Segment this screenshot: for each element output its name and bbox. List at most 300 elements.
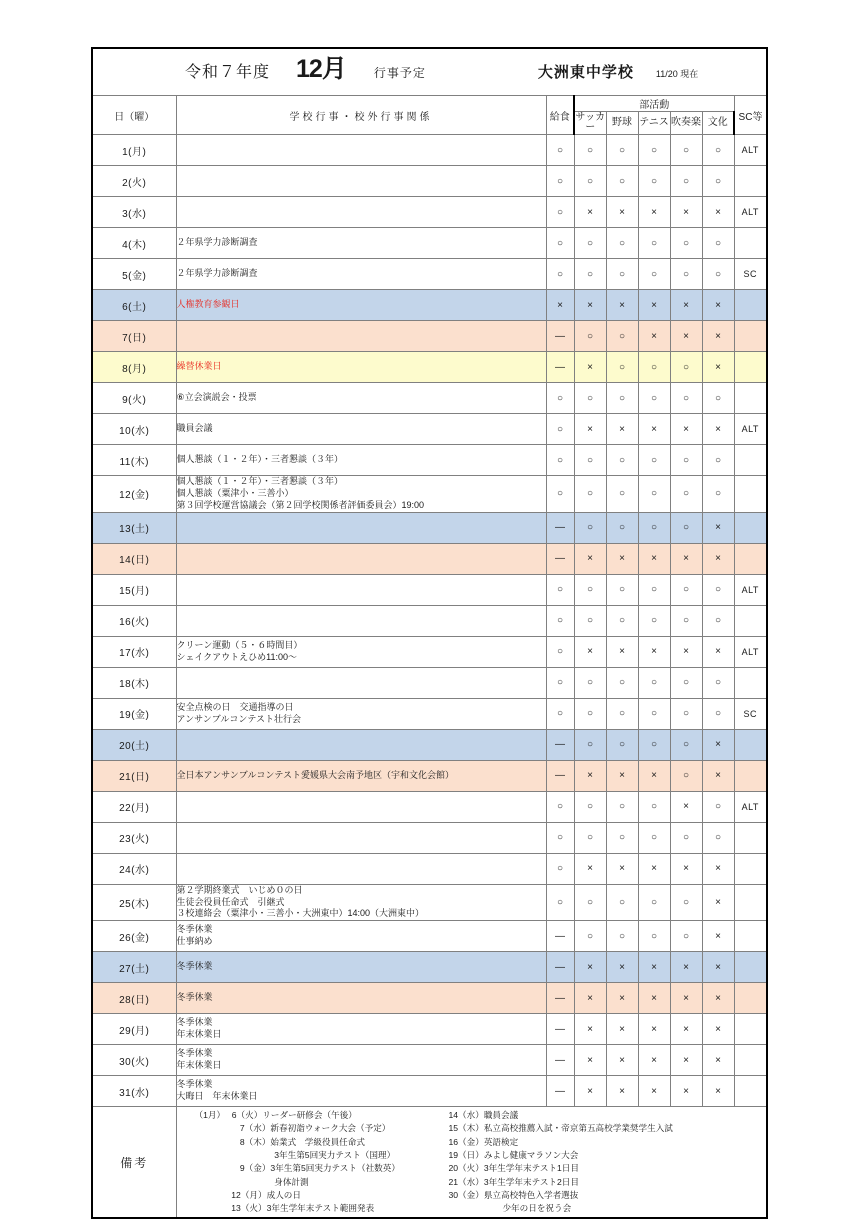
table-row	[92, 853, 767, 884]
table-row	[92, 636, 767, 667]
remarks-line: 7（水）新春初詣ウォーク大会（予定）	[194, 1123, 391, 1134]
club-mark-soccer: ○	[574, 228, 606, 259]
lunch-mark-cell: ○	[546, 853, 574, 884]
club-mark-tennis: ○	[638, 166, 670, 197]
club-mark-tennis: ×	[638, 290, 670, 321]
sc-cell	[734, 983, 767, 1014]
events-cell	[176, 1045, 546, 1076]
club-mark-baseball: ○	[606, 228, 638, 259]
day-cell: 31(水)	[92, 1076, 176, 1107]
club-mark-culture: ×	[702, 921, 734, 952]
sc-cell	[734, 1045, 767, 1076]
sc-cell: ALT	[734, 574, 767, 605]
column-header-sc: SC等	[734, 96, 767, 135]
sc-cell	[734, 822, 767, 853]
club-mark-tennis: ○	[638, 698, 670, 729]
events-cell	[176, 321, 546, 352]
club-mark-band: ○	[670, 166, 702, 197]
column-header-club-soccer: サッカー	[575, 111, 606, 133]
lunch-mark-cell: ―	[546, 760, 574, 791]
day-cell: 9(火)	[92, 383, 176, 414]
day-cell: 25(木)	[92, 884, 176, 921]
club-mark-culture: ×	[702, 1076, 734, 1107]
club-mark-tennis: ×	[638, 197, 670, 228]
document-title-row	[92, 48, 767, 96]
club-mark-baseball: ×	[606, 636, 638, 667]
table-header-row-top	[92, 96, 767, 112]
day-cell: 5(金)	[92, 259, 176, 290]
remarks-line: 12（月）成人の日	[194, 1189, 301, 1200]
table-row	[92, 321, 767, 352]
events-cell	[176, 698, 546, 729]
day-cell: 13(土)	[92, 512, 176, 543]
events-cell	[176, 290, 546, 321]
events-cell	[176, 476, 546, 513]
event-text: 冬季休業	[176, 961, 213, 972]
club-mark-tennis: ×	[638, 1014, 670, 1045]
column-header-club-band: 吹奏楽	[670, 112, 702, 135]
club-mark-band: ○	[670, 352, 702, 383]
day-cell: 4(木)	[92, 228, 176, 259]
club-mark-soccer: ○	[574, 321, 606, 352]
club-mark-soccer: ○	[574, 605, 606, 636]
club-mark-soccer: ×	[574, 1014, 606, 1045]
club-mark-tennis: ○	[638, 135, 670, 166]
calendar-sheet	[91, 47, 763, 1219]
day-cell: 27(土)	[92, 952, 176, 983]
club-mark-band: ×	[670, 1014, 702, 1045]
club-mark-band: ×	[670, 414, 702, 445]
club-mark-tennis: ○	[638, 605, 670, 636]
club-mark-band: ○	[670, 259, 702, 290]
day-cell: 18(木)	[92, 667, 176, 698]
day-cell: 30(火)	[92, 1045, 176, 1076]
table-row	[92, 383, 767, 414]
club-mark-culture: ○	[702, 445, 734, 476]
club-mark-tennis: ×	[638, 952, 670, 983]
day-cell: 28(日)	[92, 983, 176, 1014]
sc-cell: ALT	[734, 414, 767, 445]
club-mark-culture: ×	[702, 1045, 734, 1076]
sc-cell: SC	[734, 259, 767, 290]
remarks-line: 30（金）県立高校特色入学者選抜	[448, 1189, 579, 1200]
remarks-line: 16（金）英語検定	[448, 1136, 519, 1147]
club-mark-band: ×	[670, 543, 702, 574]
club-mark-tennis: ○	[638, 259, 670, 290]
sc-cell	[734, 352, 767, 383]
events-cell	[176, 636, 546, 667]
club-mark-culture: ×	[702, 197, 734, 228]
events-cell	[176, 667, 546, 698]
lunch-mark-cell: ―	[546, 921, 574, 952]
events-cell	[176, 760, 546, 791]
club-mark-band: ×	[670, 952, 702, 983]
club-mark-baseball: ○	[606, 445, 638, 476]
events-cell	[176, 952, 546, 983]
event-text: 年末休業日	[176, 1060, 222, 1071]
club-mark-band: ○	[670, 574, 702, 605]
lunch-mark-cell: ○	[546, 135, 574, 166]
club-mark-tennis: ×	[638, 321, 670, 352]
club-mark-tennis: ○	[638, 445, 670, 476]
school-calendar-table	[91, 47, 768, 1219]
event-text: 第３回学校運営協議会（第２回学校関係者評価委員会）19:00	[176, 499, 425, 510]
event-text: シェイクアウトえひめ11:00〜	[176, 651, 297, 662]
lunch-mark-cell: ―	[546, 1014, 574, 1045]
day-cell: 1(月)	[92, 135, 176, 166]
events-cell	[176, 791, 546, 822]
club-mark-culture: ○	[702, 667, 734, 698]
club-mark-band: ○	[670, 921, 702, 952]
events-cell	[176, 853, 546, 884]
event-text: アンサンブルコンテスト壮行会	[176, 713, 301, 724]
sc-cell	[734, 729, 767, 760]
sc-cell	[734, 952, 767, 983]
lunch-mark-cell: ○	[546, 822, 574, 853]
school-name-label: 大洲東中学校	[537, 64, 634, 81]
lunch-mark-cell: ○	[546, 197, 574, 228]
event-text: 冬季休業	[176, 924, 213, 935]
club-mark-tennis: ○	[638, 729, 670, 760]
club-mark-soccer: ×	[574, 414, 606, 445]
as-of-date-label: 11/20 現在	[655, 69, 699, 79]
club-mark-baseball: ○	[606, 352, 638, 383]
club-mark-baseball: ×	[606, 853, 638, 884]
club-mark-tennis: ○	[638, 921, 670, 952]
day-cell: 20(土)	[92, 729, 176, 760]
club-mark-culture: ×	[702, 729, 734, 760]
remarks-line: 15（木）私立高校推薦入試・帝京第五高校学業奨学生入試	[448, 1123, 673, 1134]
club-mark-culture: ○	[702, 574, 734, 605]
table-row	[92, 166, 767, 197]
sc-cell: ALT	[734, 197, 767, 228]
sc-cell	[734, 512, 767, 543]
club-mark-baseball: ○	[606, 822, 638, 853]
club-mark-culture: ×	[702, 636, 734, 667]
column-header-club-tennis: テニス	[638, 112, 670, 135]
club-mark-tennis: ○	[638, 352, 670, 383]
lunch-mark-cell: ○	[546, 667, 574, 698]
club-mark-soccer: ○	[574, 574, 606, 605]
club-mark-baseball: ×	[606, 760, 638, 791]
sc-cell	[734, 476, 767, 513]
table-row	[92, 445, 767, 476]
club-mark-baseball: ○	[606, 884, 638, 921]
event-text: 個人懇談（粟津小・三善小）	[176, 487, 294, 498]
club-mark-soccer: ○	[574, 512, 606, 543]
events-cell	[176, 383, 546, 414]
remarks-line: 13（火）3年生学年末テスト範囲発表	[194, 1203, 375, 1214]
table-row	[92, 259, 767, 290]
club-mark-tennis: ○	[638, 228, 670, 259]
day-cell: 17(水)	[92, 636, 176, 667]
club-mark-soccer: ×	[574, 1045, 606, 1076]
club-mark-soccer: ○	[574, 698, 606, 729]
club-mark-band: ○	[670, 884, 702, 921]
sc-cell	[734, 605, 767, 636]
day-cell: 3(水)	[92, 197, 176, 228]
events-cell	[176, 983, 546, 1014]
club-mark-baseball: ×	[606, 414, 638, 445]
event-text: 冬季休業	[176, 992, 213, 1003]
club-mark-culture: ×	[702, 983, 734, 1014]
club-mark-soccer: ○	[574, 383, 606, 414]
lunch-mark-cell: ―	[546, 352, 574, 383]
remarks-label: 備考	[92, 1107, 176, 1219]
club-mark-soccer: ○	[574, 791, 606, 822]
column-header-events: 学校行事・校外行事関係	[176, 96, 546, 135]
remarks-line: 身体計測	[194, 1176, 309, 1187]
document-kind-label: 行事予定	[373, 66, 426, 80]
sc-cell	[734, 760, 767, 791]
events-cell	[176, 543, 546, 574]
club-mark-soccer: ○	[574, 445, 606, 476]
club-mark-baseball: ×	[606, 543, 638, 574]
club-mark-soccer: ×	[574, 853, 606, 884]
club-mark-culture: ○	[702, 135, 734, 166]
club-mark-baseball: ○	[606, 321, 638, 352]
day-cell: 14(日)	[92, 543, 176, 574]
event-text: クリーン運動（５・６時間目）	[176, 639, 303, 650]
events-cell	[176, 166, 546, 197]
club-mark-culture: ×	[702, 1014, 734, 1045]
sc-cell	[734, 1014, 767, 1045]
sc-cell: ALT	[734, 791, 767, 822]
club-mark-band: ×	[670, 1076, 702, 1107]
event-text: 冬季休業	[176, 1017, 213, 1028]
day-cell: 19(金)	[92, 698, 176, 729]
club-mark-band: ○	[670, 383, 702, 414]
club-mark-soccer: ○	[574, 921, 606, 952]
club-mark-culture: ○	[702, 791, 734, 822]
club-mark-band: ○	[670, 445, 702, 476]
event-text: 年末休業日	[176, 1029, 222, 1040]
events-cell	[176, 605, 546, 636]
club-mark-soccer: ○	[574, 135, 606, 166]
club-mark-culture: ○	[702, 698, 734, 729]
sc-cell	[734, 445, 767, 476]
day-cell: 24(水)	[92, 853, 176, 884]
club-mark-tennis: ×	[638, 1045, 670, 1076]
table-row	[92, 228, 767, 259]
table-row	[92, 605, 767, 636]
club-mark-soccer: ×	[574, 352, 606, 383]
club-mark-baseball: ○	[606, 476, 638, 513]
day-cell: 22(月)	[92, 791, 176, 822]
lunch-mark-cell: ○	[546, 228, 574, 259]
club-mark-culture: ○	[702, 476, 734, 513]
club-mark-tennis: ×	[638, 414, 670, 445]
column-header-club-group: 部活動	[574, 96, 734, 112]
lunch-mark-cell: ○	[546, 259, 574, 290]
event-text: 個人懇談（１・２年）・三者懇談（３年）	[176, 454, 344, 465]
events-cell	[176, 822, 546, 853]
events-cell	[176, 1076, 546, 1107]
club-mark-culture: ×	[702, 414, 734, 445]
club-mark-baseball: ○	[606, 259, 638, 290]
remarks-line: 3年生第5回実力テスト（国理）	[194, 1149, 396, 1160]
remarks-line: 21（水）3年生学年末テスト2日目	[448, 1176, 579, 1187]
events-cell	[176, 921, 546, 952]
club-mark-soccer: ×	[574, 983, 606, 1014]
club-mark-culture: ○	[702, 228, 734, 259]
table-row	[92, 512, 767, 543]
sc-cell: ALT	[734, 636, 767, 667]
table-row	[92, 822, 767, 853]
club-mark-band: ×	[670, 791, 702, 822]
club-mark-tennis: ×	[638, 543, 670, 574]
events-cell	[176, 512, 546, 543]
day-cell: 16(火)	[92, 605, 176, 636]
sc-cell	[734, 884, 767, 921]
lunch-mark-cell: ○	[546, 414, 574, 445]
sc-cell	[734, 321, 767, 352]
sc-cell	[734, 228, 767, 259]
day-cell: 10(水)	[92, 414, 176, 445]
table-row	[92, 1045, 767, 1076]
table-row	[92, 476, 767, 513]
club-mark-soccer: ×	[574, 197, 606, 228]
table-row	[92, 952, 767, 983]
remarks-line: 8（木）始業式 学級役員任命式	[194, 1136, 365, 1147]
lunch-mark-cell: ○	[546, 791, 574, 822]
club-mark-culture: ×	[702, 352, 734, 383]
lunch-mark-cell: ○	[546, 574, 574, 605]
club-mark-band: ×	[670, 1045, 702, 1076]
events-cell	[176, 414, 546, 445]
events-cell	[176, 1014, 546, 1045]
club-mark-baseball: ○	[606, 698, 638, 729]
day-cell: 2(火)	[92, 166, 176, 197]
club-mark-soccer: ×	[574, 760, 606, 791]
events-cell	[176, 445, 546, 476]
lunch-mark-cell: ―	[546, 729, 574, 760]
day-cell: 11(木)	[92, 445, 176, 476]
event-text: 冬季休業	[176, 1079, 213, 1090]
table-row	[92, 698, 767, 729]
club-mark-tennis: ○	[638, 822, 670, 853]
column-header-day: 日（曜）	[92, 96, 176, 135]
table-row	[92, 983, 767, 1014]
club-mark-baseball: ×	[606, 197, 638, 228]
table-row	[92, 1014, 767, 1045]
remarks-row	[92, 1107, 767, 1219]
table-row	[92, 543, 767, 574]
club-mark-band: ×	[670, 983, 702, 1014]
club-mark-band: ×	[670, 197, 702, 228]
table-row	[92, 791, 767, 822]
club-mark-band: ×	[670, 321, 702, 352]
club-mark-baseball: ○	[606, 135, 638, 166]
sc-cell	[734, 1076, 767, 1107]
club-mark-culture: ○	[702, 166, 734, 197]
club-mark-baseball: ○	[606, 729, 638, 760]
club-mark-baseball: ×	[606, 952, 638, 983]
sc-cell	[734, 543, 767, 574]
sc-cell	[734, 667, 767, 698]
club-mark-soccer: ○	[574, 822, 606, 853]
table-row	[92, 921, 767, 952]
sc-cell	[734, 290, 767, 321]
remarks-line: 20（火）3年生学年末テスト1日目	[448, 1163, 579, 1174]
events-cell	[176, 729, 546, 760]
day-cell: 12(金)	[92, 476, 176, 513]
club-mark-soccer: ○	[574, 259, 606, 290]
club-mark-band: ×	[670, 290, 702, 321]
day-cell: 6(土)	[92, 290, 176, 321]
table-row	[92, 414, 767, 445]
club-mark-tennis: ○	[638, 791, 670, 822]
column-header-lunch: 給食	[546, 96, 574, 135]
events-cell	[176, 259, 546, 290]
club-mark-tennis: ○	[638, 512, 670, 543]
club-mark-tennis: ×	[638, 1076, 670, 1107]
event-text: 人権教育参観日	[176, 299, 240, 310]
table-row	[92, 760, 767, 791]
event-text: ２年県学力診断調査	[176, 268, 258, 279]
club-mark-baseball: ×	[606, 1045, 638, 1076]
day-cell: 7(日)	[92, 321, 176, 352]
lunch-mark-cell: ―	[546, 952, 574, 983]
lunch-mark-cell: ―	[546, 983, 574, 1014]
sc-cell	[734, 383, 767, 414]
club-mark-band: ○	[670, 135, 702, 166]
remarks-line: （1月） 6（火）リーダー研修会（午後）	[194, 1110, 357, 1120]
event-text: ２年県学力診断調査	[176, 237, 258, 248]
club-mark-tennis: ○	[638, 884, 670, 921]
events-cell	[176, 884, 546, 921]
club-mark-culture: ○	[702, 259, 734, 290]
club-mark-soccer: ×	[574, 543, 606, 574]
event-text: 仕事納め	[176, 936, 213, 947]
club-mark-tennis: ×	[638, 853, 670, 884]
day-cell: 8(月)	[92, 352, 176, 383]
club-mark-band: ○	[670, 667, 702, 698]
event-text: 冬季休業	[176, 1048, 213, 1059]
table-row	[92, 574, 767, 605]
club-mark-band: ○	[670, 228, 702, 259]
club-mark-baseball: ○	[606, 512, 638, 543]
club-mark-band: ○	[670, 512, 702, 543]
table-row	[92, 352, 767, 383]
column-header-club-culture: 文化	[702, 112, 734, 135]
sc-cell: ALT	[734, 135, 767, 166]
club-mark-band: ○	[670, 729, 702, 760]
events-cell	[176, 228, 546, 259]
club-mark-band: ×	[670, 636, 702, 667]
month-label: 12月	[296, 55, 346, 83]
table-row	[92, 1076, 767, 1107]
club-mark-soccer: ○	[574, 166, 606, 197]
club-mark-baseball: ○	[606, 574, 638, 605]
club-mark-culture: ×	[702, 952, 734, 983]
sc-cell: SC	[734, 698, 767, 729]
club-mark-band: ○	[670, 698, 702, 729]
club-mark-baseball: ○	[606, 791, 638, 822]
club-mark-culture: ×	[702, 321, 734, 352]
club-mark-soccer: ○	[574, 884, 606, 921]
club-mark-tennis: ×	[638, 983, 670, 1014]
sc-cell	[734, 853, 767, 884]
remarks-line: 少年の日を祝う会	[448, 1203, 572, 1214]
club-mark-culture: ×	[702, 853, 734, 884]
table-row	[92, 667, 767, 698]
event-text: 個人懇談（１・２年）・三者懇談（３年）	[176, 476, 344, 486]
club-mark-band: ×	[670, 853, 702, 884]
remarks-line: 14（水）職員会議	[448, 1110, 519, 1120]
club-mark-soccer: ○	[574, 667, 606, 698]
era-label: 令和７年度	[185, 64, 271, 81]
